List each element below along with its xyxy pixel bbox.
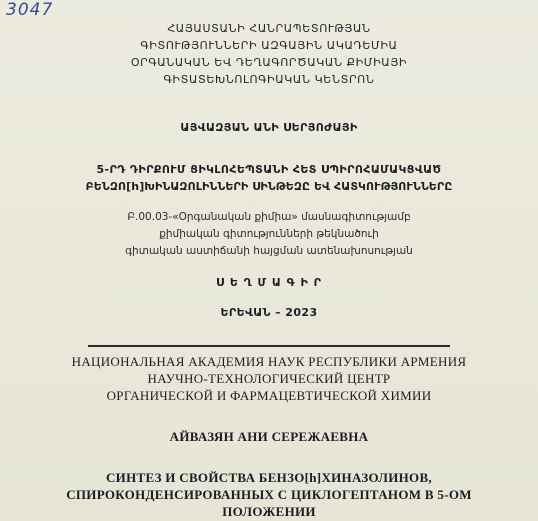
ru-title-line-2: СПИРОКОНДЕНСИРОВАННЫХ С ЦИКЛОГЕПТАНОМ В 5-ОМ (66, 487, 472, 502)
ru-institution-line-1: НАЦИОНАЛЬНАЯ АКАДЕМИЯ НАУК РЕСПУБЛИКИ АРМЕНИЯ (71, 354, 467, 369)
ru-title-line-1: СИНТЕЗ И СВОЙСТВА БЕНЗО[h]ХИНАЗОЛИНОВ, (105, 470, 432, 485)
arm-specialty-line-2: քիմիական գիտությունների թեկնածուի (159, 228, 379, 240)
section-divider (88, 345, 450, 347)
arm-specialty-line-1: Բ.00.03-«Օրգանական քիմիա» մասնագիտությամբ (127, 211, 411, 223)
ru-author-name: АЙВАЗЯН АНИ СЕРЕЖАЕВНА (169, 429, 369, 444)
ru-institution-line-3: ОРГАНИЧЕСКОЙ И ФАРМАЦЕВТИЧЕСКОЙ ХИМИИ (106, 388, 432, 403)
arm-institution-line-4: ԳԻՏԱՏԵԽՆՈԼՈԳԻԱԿԱՆ ԿԵՆՏՐՈՆ (163, 73, 375, 86)
arm-document-type: Ս Ե Ղ Մ Ա Գ Ի Ր (216, 276, 322, 289)
ru-institution-line-2: НАУЧНО-ТЕХНОЛОГИЧЕСКИЙ ЦЕНТР (147, 371, 391, 386)
arm-title-line-1: 5-ՐԴ ԴԻՐՔՈՒՄ ՑԻԿԼՈՀԵՊՏԱՆԻ ՀԵՏ ՍՊԻՐՈՀԱՄԱԿՑՎԱԾ (96, 163, 442, 176)
arm-author-name: ԱՅՎԱԶՅԱՆ ԱՆԻ ՍԵՐՅՈԺԱՅԻ (180, 121, 358, 134)
arm-institution-line-1: ՀԱՅԱՍՏԱՆԻ ՀԱՆՐԱՊԵՏՈՒԹՅԱՆ (167, 22, 371, 35)
arm-city-year: ԵՐԵՎԱՆ – 2023 (220, 306, 318, 319)
handwritten-number: 3047 (6, 0, 54, 20)
arm-specialty-line-3: գիտական աստիճանի հայցման ատենախոսության (125, 245, 413, 257)
arm-title-line-2: ԲԵՆԶՈ[h]ԽԻՆԱԶՈԼԻՆՆԵՐԻ ՍԻՆԹԵԶԸ ԵՎ ՀԱՏԿՈՒԹՅՈՒՆՆԵՐԸ (85, 180, 453, 193)
arm-institution-line-2: ԳԻՏՈՒԹՅՈՒՆՆԵՐԻ ԱԶԳԱՅԻՆ ԱԿԱԴԵՄԻԱ (140, 39, 398, 52)
arm-institution-line-3: ՕՐԳԱՆԱԿԱՆ ԵՎ ԴԵՂԱԳՈՐԾԱԿԱՆ ՔԻՄԻԱՅԻ (130, 56, 408, 69)
ru-title-line-3: ПОЛОЖЕНИИ (222, 504, 316, 519)
